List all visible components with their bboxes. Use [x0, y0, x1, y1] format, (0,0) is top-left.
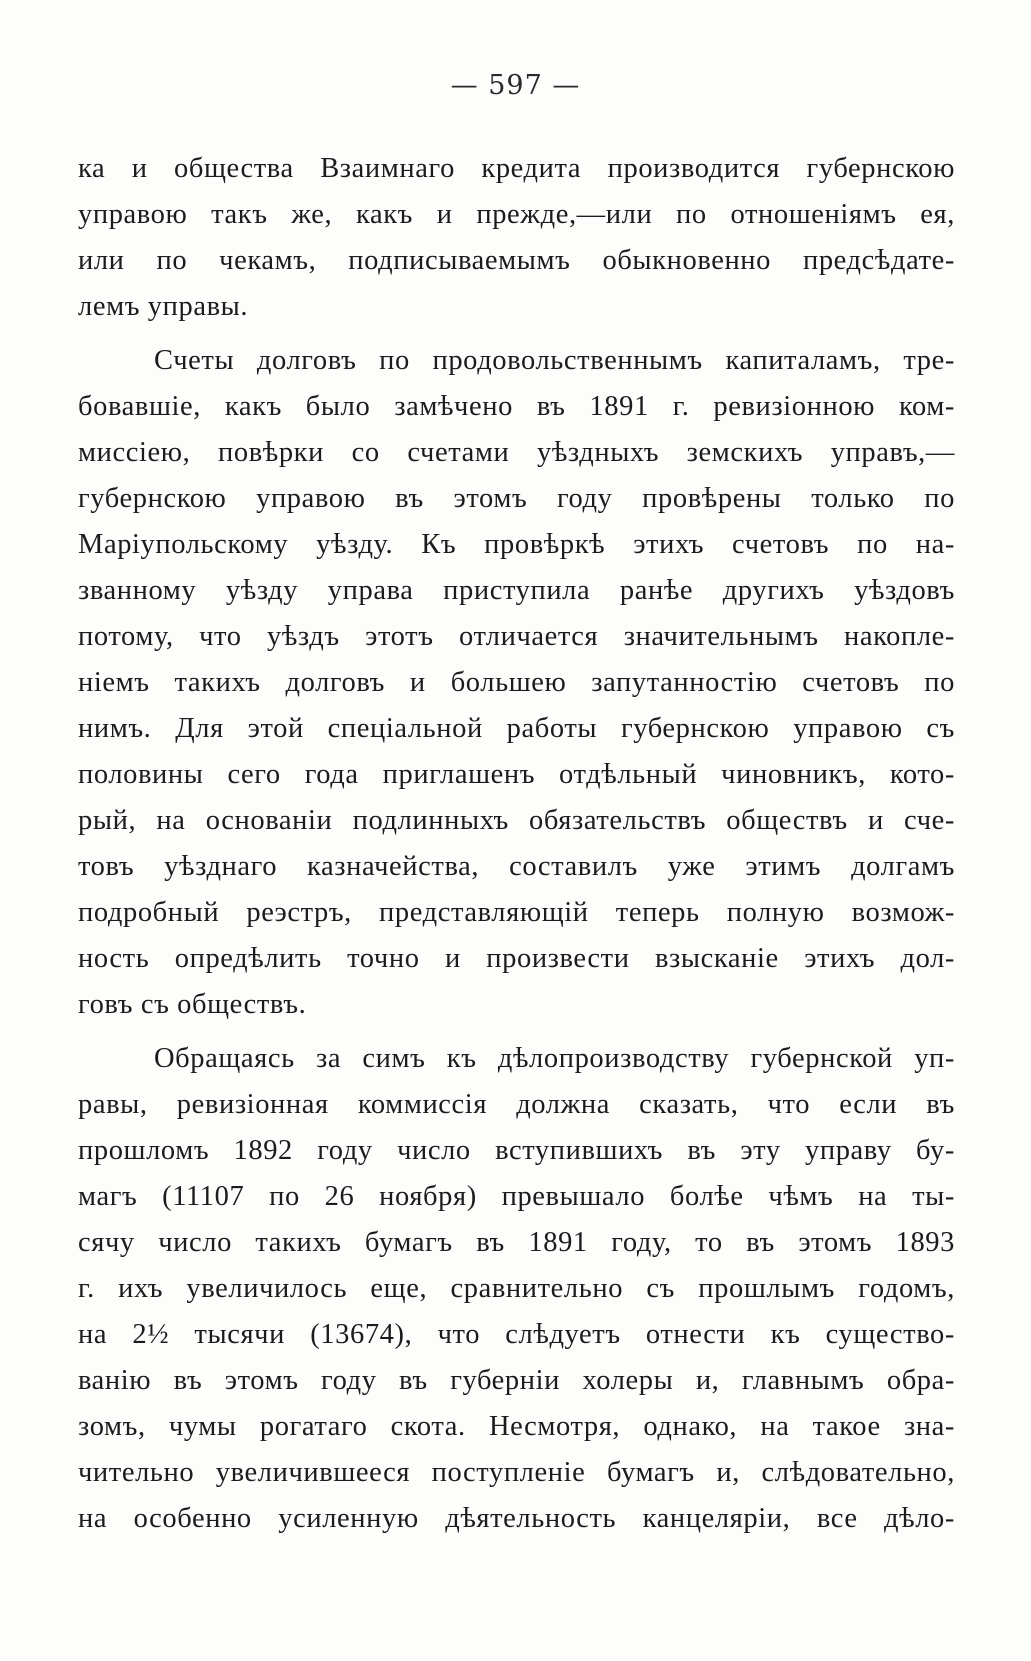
- text-line: рый, на основаніи подлинныхъ обязательствъ обществъ и сче-: [78, 805, 955, 836]
- text-line: губернскою управою въ этомъ году провѣрены только по: [78, 483, 955, 514]
- body-text: [78, 146, 955, 1542]
- text-line: прошломъ 1892 году число вступившихъ въ эту управу бу-: [78, 1135, 955, 1166]
- text-line: на особенно усиленную дѣятельность канцеляріи, все дѣло-: [78, 1503, 955, 1534]
- paragraph-3: [78, 1036, 955, 1542]
- text-line: или по чекамъ, подписываемымъ обыкновенно предсѣдате-: [78, 245, 955, 276]
- text-line: магъ (11107 по 26 ноября) превышало болѣе чѣмъ на ты-: [78, 1181, 955, 1212]
- text-line: лемъ управы.: [78, 291, 249, 322]
- page-number: — 597 —: [450, 70, 581, 101]
- text-line: управою такъ же, какъ и прежде,—или по отношеніямъ ея,: [78, 199, 955, 230]
- text-line: нимъ. Для этой спеціальной работы губернскою управою съ: [78, 713, 955, 744]
- text-line: на 2½ тысячи (13674), что слѣдуетъ отнести къ существо-: [78, 1319, 955, 1350]
- text-line: ка и общества Взаимнаго кредита производится губернскою: [78, 153, 955, 184]
- text-line: Счеты долговъ по продовольственнымъ капиталамъ, тре-: [154, 345, 955, 376]
- text-line: ніемъ такихъ долговъ и большею запутанностію счетовъ по: [78, 667, 955, 698]
- paragraph-2: [78, 338, 955, 1028]
- text-line: чительно увеличившееся поступленіе бумагъ и, слѣдовательно,: [78, 1457, 955, 1488]
- text-line: сячу число такихъ бумагъ въ 1891 году, то въ этомъ 1893: [78, 1227, 955, 1258]
- text-line: равы, ревизіонная коммиссія должна сказать, что если въ: [78, 1089, 955, 1120]
- text-line: говъ съ обществъ.: [78, 989, 307, 1020]
- paragraph-1: [78, 146, 955, 330]
- text-line: Маріупольскому уѣзду. Къ провѣркѣ этихъ счетовъ по на-: [78, 529, 955, 560]
- text-line: Обращаясь за симъ къ дѣлопроизводству губернской уп-: [154, 1043, 955, 1074]
- text-line: зомъ, чумы рогатаго скота. Несмотря, однако, на такое зна-: [78, 1411, 955, 1442]
- text-line: бовавшіе, какъ было замѣчено въ 1891 г. ревизіонною ком-: [78, 391, 955, 422]
- text-line: потому, что уѣздъ этотъ отличается значительнымъ накопле-: [78, 621, 955, 652]
- text-line: товъ уѣзднаго казначейства, составилъ уже этимъ долгамъ: [78, 851, 955, 882]
- text-line: г. ихъ увеличилось еще, сравнительно съ прошлымъ годомъ,: [78, 1273, 955, 1304]
- text-line: подробный реэстръ, представляющій теперь полную возмож-: [78, 897, 955, 928]
- text-line: миссіею, повѣрки со счетами уѣздныхъ земскихъ управъ,—: [78, 437, 955, 468]
- text-line: званному уѣзду управа приступила ранѣе другихъ уѣздовъ: [78, 575, 955, 606]
- text-line: ность опредѣлить точно и произвести взысканіе этихъ дол-: [78, 943, 955, 974]
- text-line: ванію въ этомъ году въ губерніи холеры и, главнымъ обра-: [78, 1365, 955, 1396]
- text-line: половины сего года приглашенъ отдѣльный чиновникъ, кото-: [78, 759, 955, 790]
